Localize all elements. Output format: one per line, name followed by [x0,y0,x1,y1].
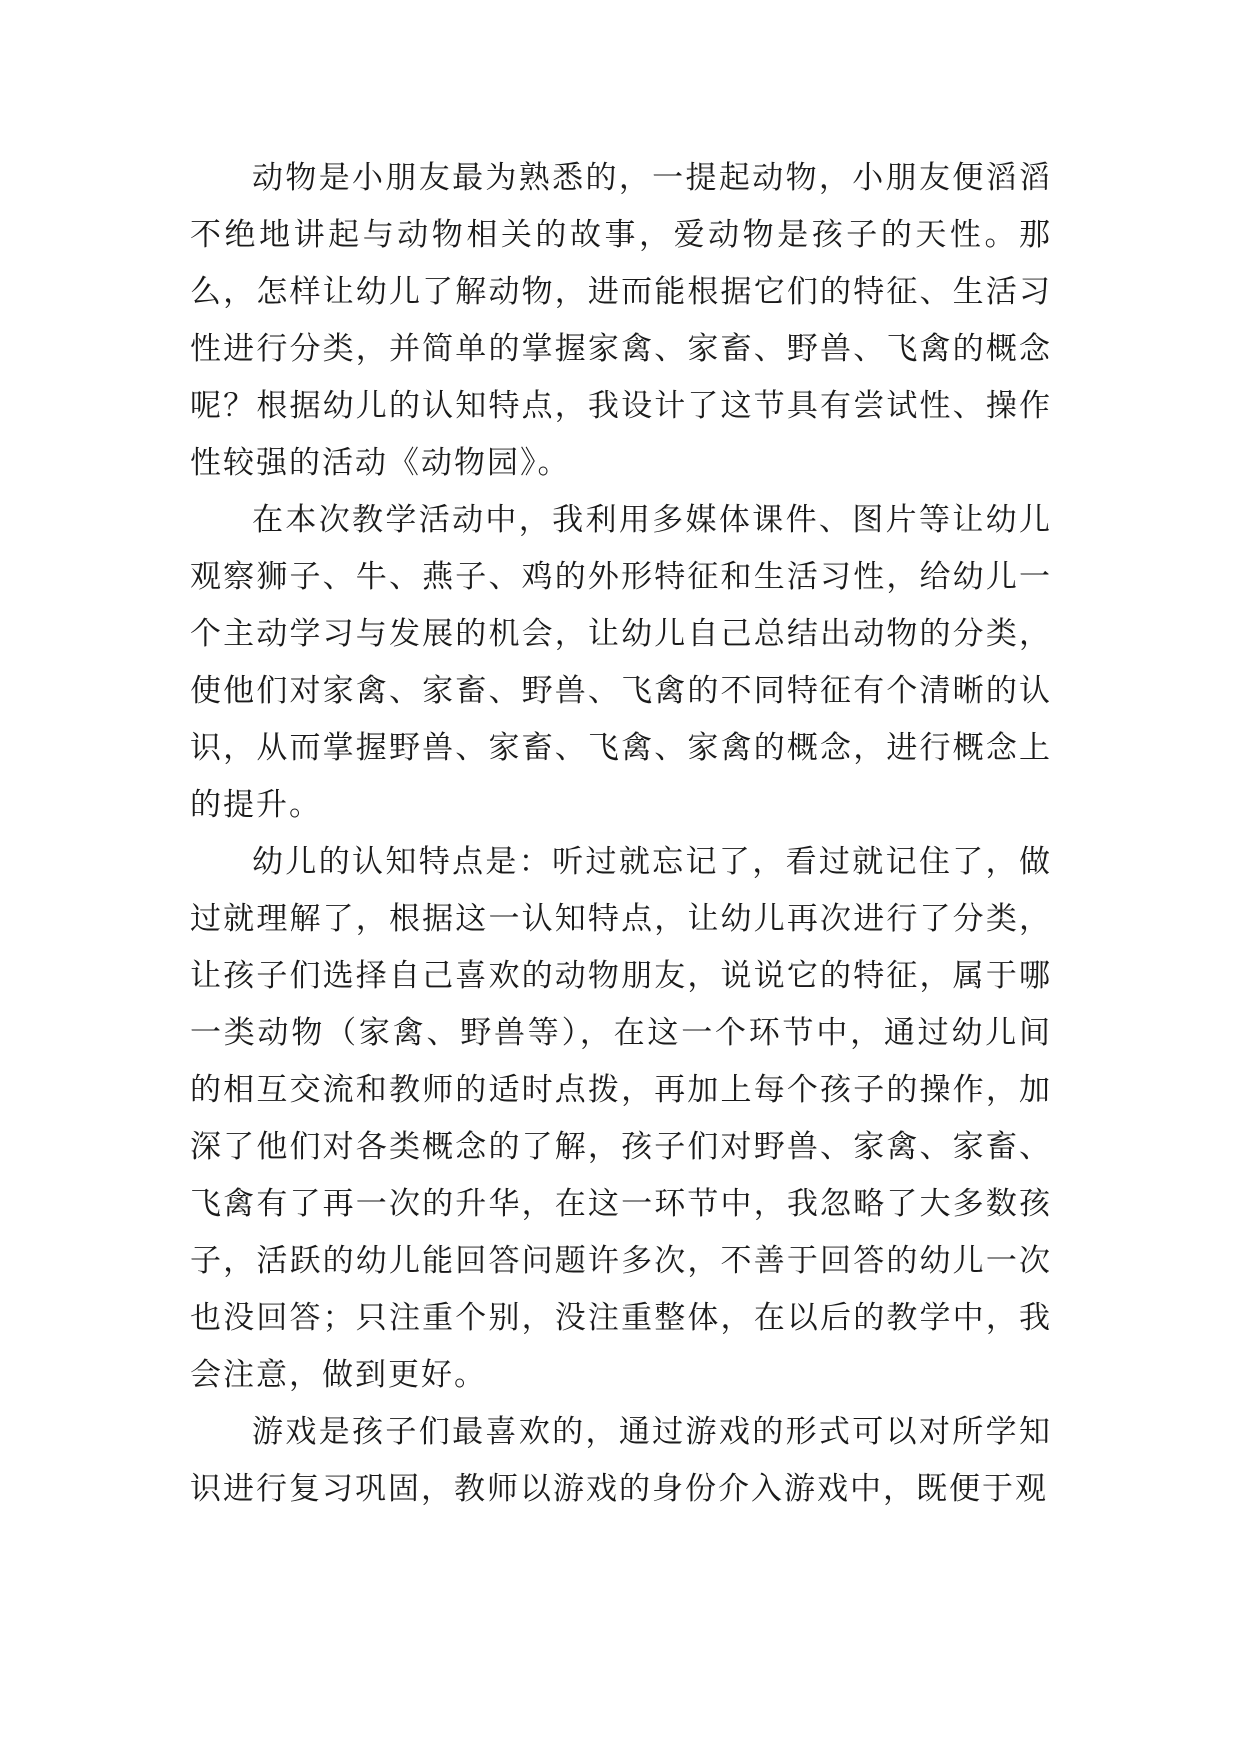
document-body [190,150,1052,1518]
paragraph-1: 动物是小朋友最为熟悉的，一提起动物，小朋友便滔滔不绝地讲起与动物相关的故事，爱动物是孩子的天性。那么，怎样让幼儿了解动物，进而能根据它们的特征、生活习性进行分类，并简单的掌握家禽、家畜、野兽、飞禽的概念呢？根据幼儿的认知特点，我设计了这节具有尝试性、操作性较强的活动《动物园》。 [190,160,1052,481]
paragraph-3: 幼儿的认知特点是：听过就忘记了，看过就记住了，做过就理解了，根据这一认知特点，让幼儿再次进行了分类，让孩子们选择自己喜欢的动物朋友，说说它的特征，属于哪一类动物（家禽、野兽等），在这一个环节中，通过幼儿间的相互交流和教师的适时点拨，再加上每个孩子的操作，加深了他们对各类概念的了解，孩子们对野兽、家禽、家畜、飞禽有了再一次的升华，在这一环节中，我忽略了大多数孩子，活跃的幼儿能回答问题许多次，不善于回答的幼儿一次也没回答；只注重个别，没注重整体，在以后的教学中，我会注意，做到更好。 [190,844,1052,1393]
paragraph-4: 游戏是孩子们最喜欢的，通过游戏的形式可以对所学知识进行复习巩固，教师以游戏的身份介入游戏中，既便于观 [190,1414,1052,1507]
paragraph-2: 在本次教学活动中，我利用多媒体课件、图片等让幼儿观察狮子、牛、燕子、鸡的外形特征和生活习性，给幼儿一个主动学习与发展的机会，让幼儿自己总结出动物的分类，使他们对家禽、家畜、野兽、飞禽的不同特征有个清晰的认识，从而掌握野兽、家畜、飞禽、家禽的概念，进行概念上的提升。 [190,502,1052,823]
